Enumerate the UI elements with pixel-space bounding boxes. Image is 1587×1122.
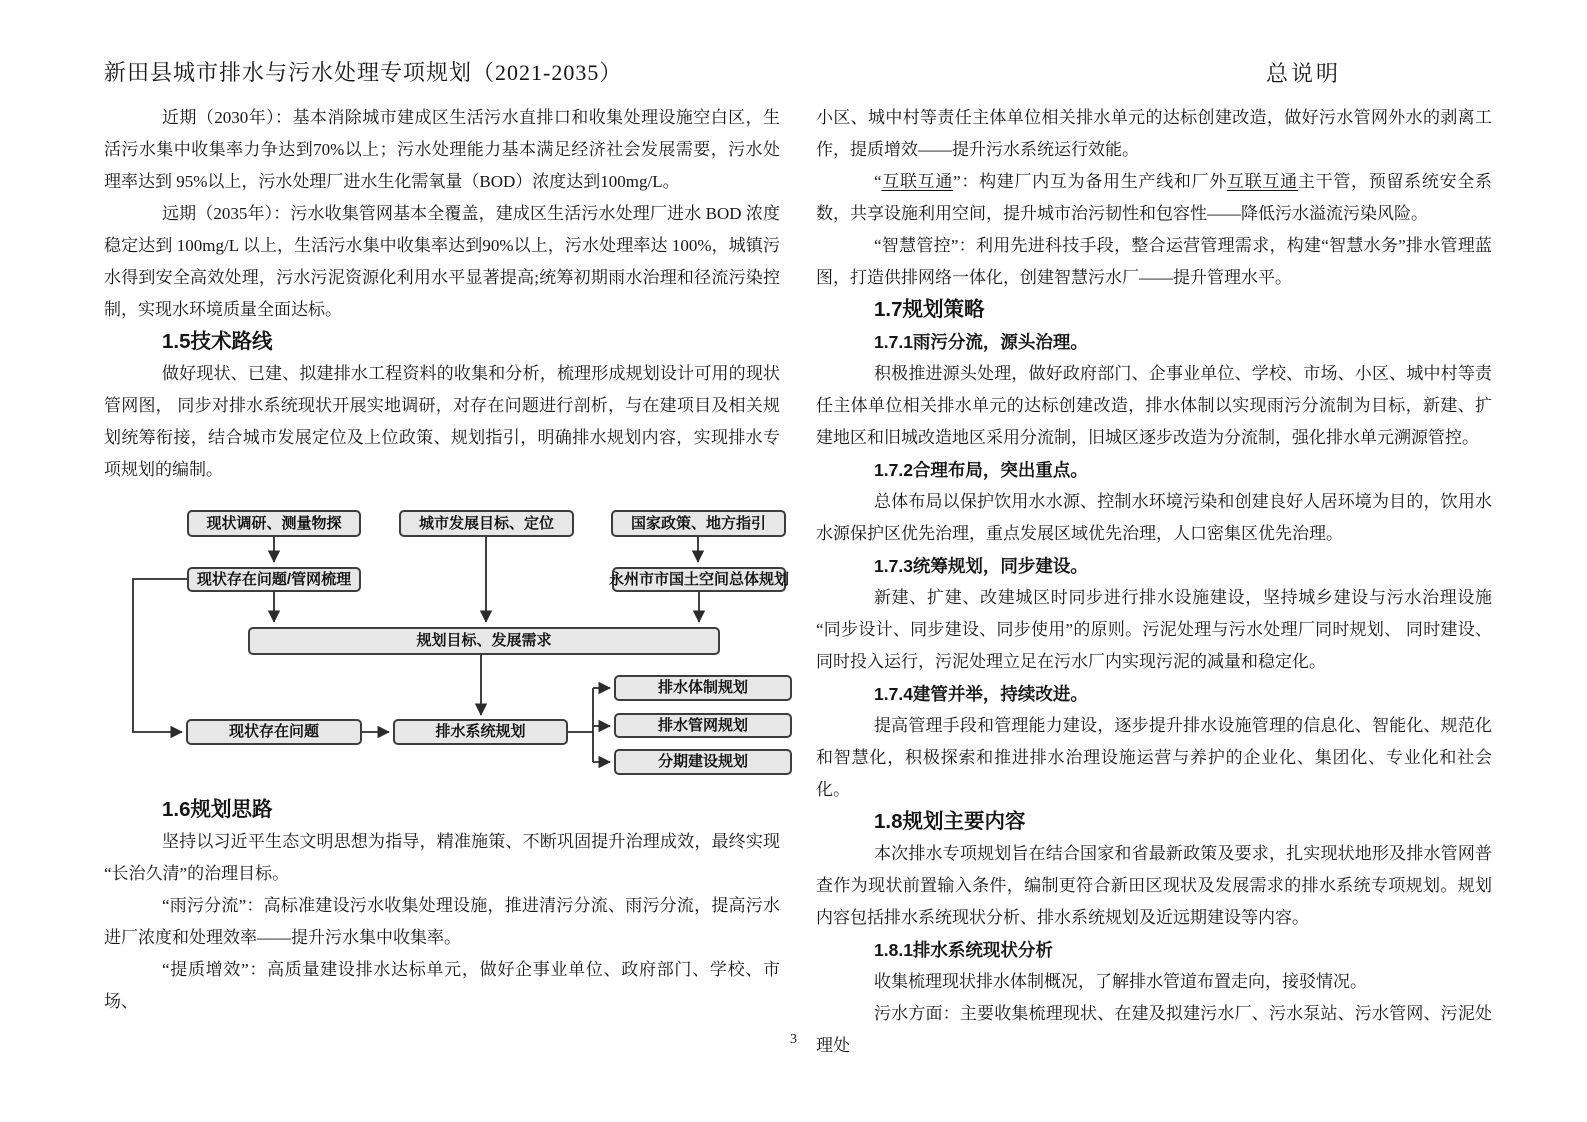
- flowchart-node-network-plan: 排水管网规划: [614, 713, 792, 738]
- flowchart-node-phased-plan: 分期建设规划: [614, 749, 792, 775]
- underlined-term: 互联互通: [1227, 172, 1298, 191]
- flowchart-node-current-issues: 现状存在问题: [186, 719, 362, 745]
- paragraph: 收集梳理现状排水体制概况，了解排水管道布置走向，接驳情况。: [874, 972, 1367, 991]
- paragraph: 提高管理手段和管理能力建设，逐步提升排水设施管理的信息化、智能化、规范化和智慧化，积极探索和推进排水治理设施运营与养护的企业化、集团化、专业化和社会化。: [816, 716, 1492, 799]
- section-heading: 1.8规划主要内容: [874, 810, 1026, 833]
- paragraph: 远期（2035年）：污水收集管网基本全覆盖，建成区生活污水处理厂进水 BOD 浓度稳定达到 100mg/L 以上，生活污水集中收集率达到90%以上，污水处理率达 100%，城镇污水得到安全高效处理，污水污泥资源化利用水平显著提高;统筹初期雨水治理和径流污染控制，实现水环境质量全面达标。: [104, 204, 780, 319]
- flowchart-node-yongzhou-plan: 永州市市国土空间总体规划: [612, 567, 786, 592]
- left-column-top-blocks: [104, 102, 780, 486]
- paragraph: 总体布局以保护饮用水水源、控制水环境污染和创建良好人居环境为目的，饮用水水源保护区优先治理，重点发展区域优先治理，人口密集区优先治理。: [816, 492, 1492, 543]
- flowchart-node-issues-network: 现状存在问题/管网梳理: [187, 567, 361, 592]
- header-section-label: 总说明: [1266, 61, 1342, 86]
- section-heading: 1.7.1雨污分流，源头治理。: [874, 332, 1088, 352]
- flowchart-node-national-policy: 国家政策、地方指引: [611, 510, 786, 537]
- flowchart-node-drainage-system: 排水系统规划: [393, 719, 568, 745]
- paragraph: 坚持以习近平生态文明思想为指导，精准施策、不断巩固提升治理成效，最终实现“长治久清”的治理目标。: [104, 832, 780, 883]
- paragraph: “提质增效”：高质量建设排水达标单元，做好企事业单位、政府部门、学校、市场、: [104, 960, 780, 1011]
- left-column-bottom-blocks: [104, 794, 780, 1018]
- flowchart-node-survey: 现状调研、测量物探: [187, 510, 361, 537]
- paragraph: 小区、城中村等责任主体单位相关排水单元的达标创建改造，做好污水管网外水的剥离工作，提质增效——提升污水系统运行效能。: [816, 108, 1492, 159]
- flowchart-node-planning-goals: 规划目标、发展需求: [248, 627, 720, 655]
- technical-route-flowchart: [124, 500, 794, 788]
- paragraph: 做好现状、已建、拟建排水工程资料的收集和分析，梳理形成规划设计可用的现状管网图， 同步对排水系统现状开展实地调研，对存在问题进行剖析，与在建项目及相关规划统筹衔接，结合城市发展定位及上位政策、规划指引，明确排水规划内容，实现排水专项规划的编制。: [104, 364, 780, 479]
- paragraph: “智慧管控”：利用先进科技手段，整合运营管理需求，构建“智慧水务”排水管理蓝图，打造供排网络一体化，创建智慧污水厂——提升管理水平。: [816, 236, 1492, 287]
- section-heading: 1.5技术路线: [162, 330, 273, 353]
- section-heading: 1.6规划思路: [162, 798, 273, 821]
- paragraph: “互联互通”：构建厂内互为备用生产线和厂外互联互通主干管，预留系统安全系数，共享设施利用空间，提升城市治污韧性和包容性——降低污水溢流污染风险。: [816, 172, 1493, 223]
- underlined-term: 互联互通: [881, 172, 954, 191]
- document-title: 新田县城市排水与污水处理专项规划（2021-2035）: [104, 60, 623, 85]
- section-heading: 1.7.2合理布局，突出重点。: [874, 460, 1088, 480]
- flowchart-node-system-plan: 排水体制规划: [614, 675, 792, 701]
- paragraph: 积极推进源头处理，做好政府部门、企事业单位、学校、市场、小区、城中村等责任主体单位相关排水单元的达标创建改造，排水体制以实现雨污分流制为目标，新建、扩建地区和旧城改造地区采用分流制，旧城区逐步改造为分流制，强化排水单元溯源管控。: [816, 364, 1492, 447]
- paragraph: “雨污分流”：高标准建设污水收集处理设施，推进清污分流、雨污分流，提高污水进厂浓度和处理效率——提升污水集中收集率。: [104, 896, 780, 947]
- right-column: [816, 102, 1492, 1062]
- page-number: 3: [790, 1032, 797, 1047]
- section-heading: 1.8.1排水系统现状分析: [874, 940, 1053, 960]
- section-heading: 1.7.4建管并举，持续改进。: [874, 684, 1088, 704]
- section-heading: 1.7规划策略: [874, 298, 985, 321]
- paragraph: 近期（2030年）：基本消除城市建成区生活污水直排口和收集处理设施空白区，生活污水集中收集率力争达到70%以上；污水处理能力基本满足经济社会发展需要，污水处理率达到 95%以上，污水处理厂进水生化需氧量（BOD）浓度达到100mg/L。: [104, 108, 780, 191]
- paragraph: 本次排水专项规划旨在结合国家和省最新政策及要求，扎实现状地形及排水管网普查作为现状前置输入条件，编制更符合新田区现状及发展需求的排水系统专项规划。规划内容包括排水系统现状分析、排水系统规划及近远期建设等内容。: [816, 844, 1492, 927]
- flowchart-node-city-goals: 城市发展目标、定位: [399, 510, 574, 537]
- section-heading: 1.7.3统筹规划，同步建设。: [874, 556, 1088, 576]
- left-column: [104, 102, 790, 1018]
- right-column-blocks: [816, 102, 1492, 1062]
- paragraph: 污水方面：主要收集梳理现状、在建及拟建污水厂、污水泵站、污水管网、污泥处理处: [816, 1004, 1492, 1055]
- paragraph: 新建、扩建、改建城区时同步进行排水设施建设，坚持城乡建设与污水治理设施“同步设计、同步建设、同步使用”的原则。污泥处理与污水处理厂同时规划、 同时建设、同时投入运行，污泥处理立足在污水厂内实现污泥的减量和稳定化。: [816, 588, 1492, 671]
